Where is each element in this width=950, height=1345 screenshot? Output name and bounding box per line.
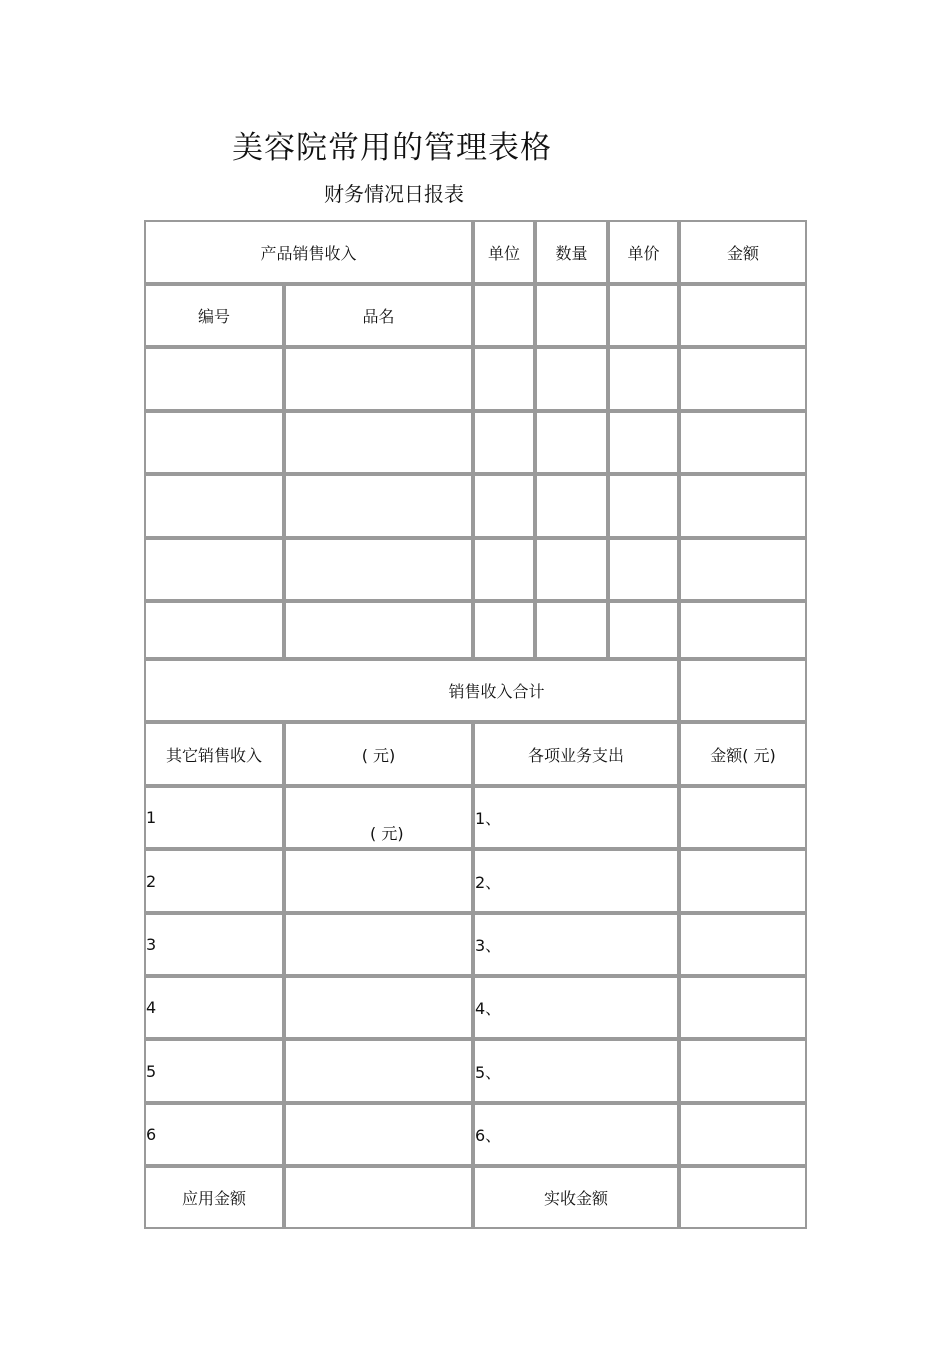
expense-number: 6、 — [473, 1103, 679, 1166]
table-cell — [608, 474, 679, 538]
other-income-yuan-header: ( 元) — [284, 722, 473, 786]
table-cell — [679, 1039, 807, 1103]
table-cell — [284, 786, 473, 849]
subheader-number: 编号 — [144, 284, 284, 347]
income-number: 4 — [144, 976, 284, 1039]
received-value — [679, 1166, 807, 1229]
expense-number: 4、 — [473, 976, 679, 1039]
table-cell — [679, 538, 807, 601]
receivable-label: 应用金额 — [144, 1166, 284, 1229]
header-unit-price: 单价 — [608, 220, 679, 284]
income-number: 1 — [144, 786, 284, 849]
table-cell — [679, 411, 807, 474]
table-cell — [679, 786, 807, 849]
expense-number: 3、 — [473, 913, 679, 976]
receivable-value — [284, 1166, 473, 1229]
table-cell — [284, 474, 473, 538]
table-cell — [608, 601, 679, 659]
document-title: 美容院常用的管理表格 — [232, 130, 552, 166]
table-cell — [535, 284, 608, 347]
table-cell — [284, 849, 473, 913]
table-cell — [284, 1039, 473, 1103]
table-cell — [473, 347, 535, 411]
table-cell — [679, 849, 807, 913]
received-label: 实收金额 — [473, 1166, 679, 1229]
header-product-income: 产品销售收入 — [144, 220, 473, 284]
table-cell — [679, 1103, 807, 1166]
table-cell — [679, 913, 807, 976]
document-subtitle: 财务情况日报表 — [324, 182, 464, 206]
sales-total-value — [679, 659, 807, 722]
header-quantity: 数量 — [535, 220, 608, 284]
table-cell — [144, 474, 284, 538]
table-cell — [473, 474, 535, 538]
income-number: 5 — [144, 1039, 284, 1103]
table-cell — [473, 601, 535, 659]
header-amount: 金额 — [679, 220, 807, 284]
table-cell — [535, 411, 608, 474]
table-cell — [679, 976, 807, 1039]
table-cell — [284, 976, 473, 1039]
table-cell — [144, 347, 284, 411]
table-cell — [284, 913, 473, 976]
table-cell — [144, 601, 284, 659]
table-cell — [679, 284, 807, 347]
table-cell — [535, 538, 608, 601]
table-cell — [679, 347, 807, 411]
table-cell — [284, 601, 473, 659]
expenses-header: 各项业务支出 — [473, 722, 679, 786]
table-cell — [284, 1103, 473, 1166]
table-cell — [144, 411, 284, 474]
table-cell — [284, 538, 473, 601]
table-cell — [608, 411, 679, 474]
subheader-product-name: 品名 — [284, 284, 473, 347]
table-cell — [535, 474, 608, 538]
table-cell — [473, 538, 535, 601]
table-cell — [284, 347, 473, 411]
header-unit: 单位 — [473, 220, 535, 284]
expense-number: 5、 — [473, 1039, 679, 1103]
table-cell — [679, 601, 807, 659]
table-cell — [608, 538, 679, 601]
expense-number: 1、 — [473, 786, 679, 849]
yuan-note: ( 元) — [370, 824, 404, 843]
other-income-header: 其它销售收入 — [144, 722, 284, 786]
table-cell — [535, 601, 608, 659]
income-number: 2 — [144, 849, 284, 913]
income-number: 3 — [144, 913, 284, 976]
table-cell — [284, 411, 473, 474]
sales-total-label: 销售收入合计 — [144, 659, 679, 722]
table-cell — [608, 347, 679, 411]
table-cell — [535, 347, 608, 411]
table-cell — [473, 284, 535, 347]
table-cell — [608, 284, 679, 347]
table-cell — [473, 411, 535, 474]
table-cell — [144, 538, 284, 601]
income-number: 6 — [144, 1103, 284, 1166]
expense-number: 2、 — [473, 849, 679, 913]
expenses-amount-header: 金额( 元) — [679, 722, 807, 786]
table-cell — [679, 474, 807, 538]
